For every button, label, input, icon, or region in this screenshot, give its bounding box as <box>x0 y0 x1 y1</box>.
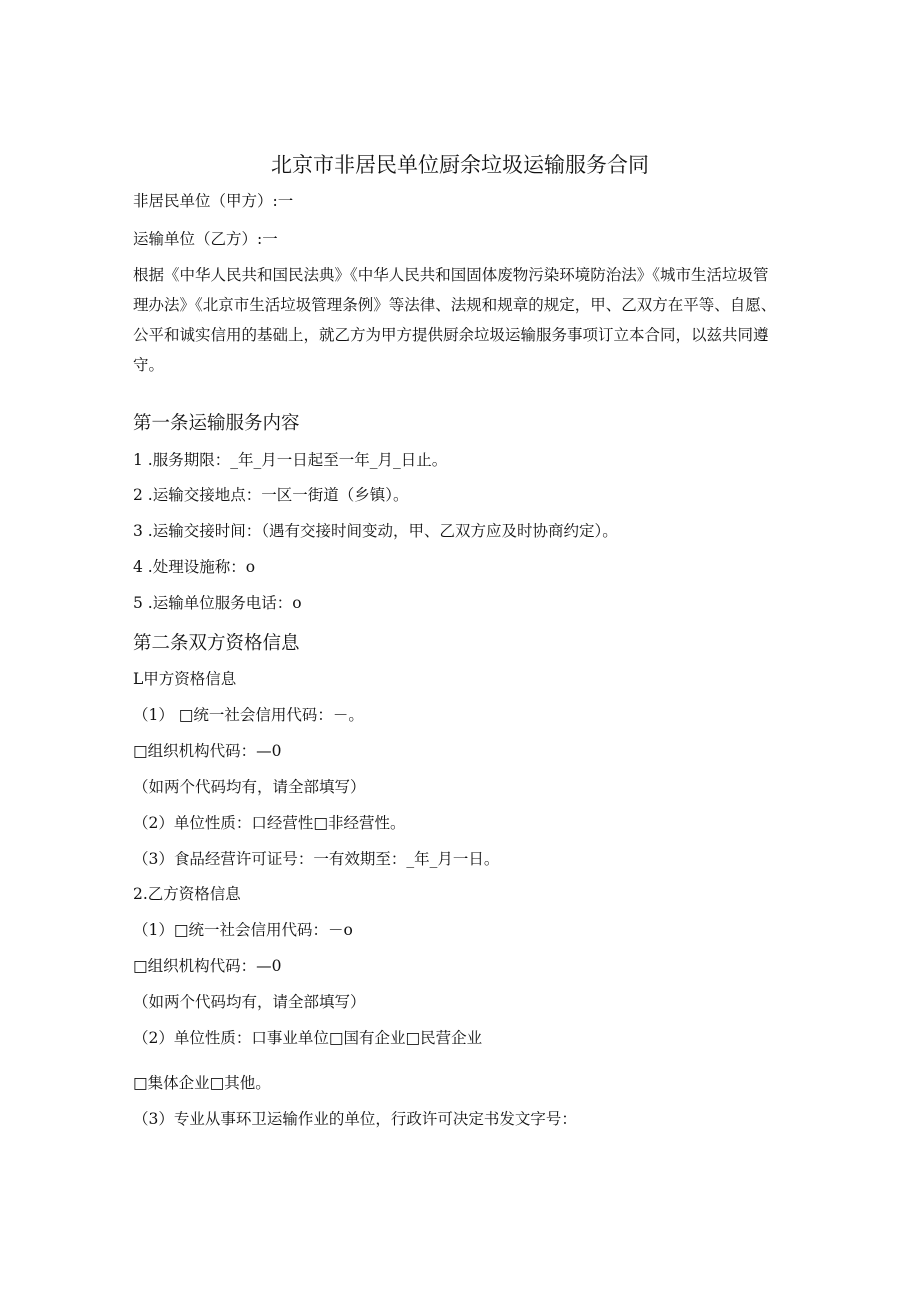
party-a-credit-code: （1） □统一社会信用代码：－。 <box>133 706 364 724</box>
document-title: 北京市非居民单位厨余垃圾运输服务合同 <box>271 153 649 177</box>
party-b-permit: （3）专业从事环卫运输作业的单位，行政许可决定书发文字号： <box>133 1110 577 1128</box>
party-a-section-label: L甲方资格信息 <box>133 670 237 688</box>
article-1-item: 5 .运输单位服务电话：o <box>133 594 302 612</box>
party-a-nature: （2）单位性质：口经营性□非经营性。 <box>133 814 406 832</box>
article-2-heading: 第二条双方资格信息 <box>133 633 300 654</box>
party-b-section-label: 2.乙方资格信息 <box>133 885 241 903</box>
party-b-code-note: （如两个代码均有，请全部填写） <box>133 993 366 1011</box>
party-b-line: 运输单位（乙方）:一 <box>133 230 278 248</box>
article-1-heading: 第一条运输服务内容 <box>133 413 300 434</box>
party-b-credit-code: （1）□统一社会信用代码：－o <box>133 921 353 939</box>
party-b-org-code: □组织机构代码：—0 <box>133 957 282 975</box>
article-1-item: 1 .服务期限：_年_月一日起至一年_月_日止。 <box>133 451 448 469</box>
party-a-food-license: （3）食品经营许可证号：一有效期至：_年_月一日。 <box>133 850 500 868</box>
party-b-nature-continued: □集体企业□其他。 <box>133 1074 271 1092</box>
article-1-item: 4 .处理设施称：o <box>133 558 256 576</box>
preamble-paragraph: 根据《中华人民共和国民法典》《中华人民共和国固体废物污染环境防治法》《城市生活垃圾管理办法》《北京市生活垃圾管理条例》等法律、法规和规章的规定，甲、乙双方在平等、自愿、公平和诚实信用的基础上，就乙方为甲方提供厨余垃圾运输服务事项订立本合同，以兹共同遵守。 <box>133 266 777 374</box>
party-a-org-code: □组织机构代码：—0 <box>133 742 282 760</box>
party-a-line: 非居民单位（甲方）:一 <box>133 192 294 210</box>
party-b-nature: （2）单位性质：口事业单位□国有企业□民营企业 <box>133 1029 483 1047</box>
article-1-item: 2 .运输交接地点：一区一街道（乡镇）。 <box>133 486 409 504</box>
party-a-code-note: （如两个代码均有，请全部填写） <box>133 778 366 796</box>
article-1-item: 3 .运输交接时间：（遇有交接时间变动，甲、乙双方应及时协商约定）。 <box>133 522 618 540</box>
